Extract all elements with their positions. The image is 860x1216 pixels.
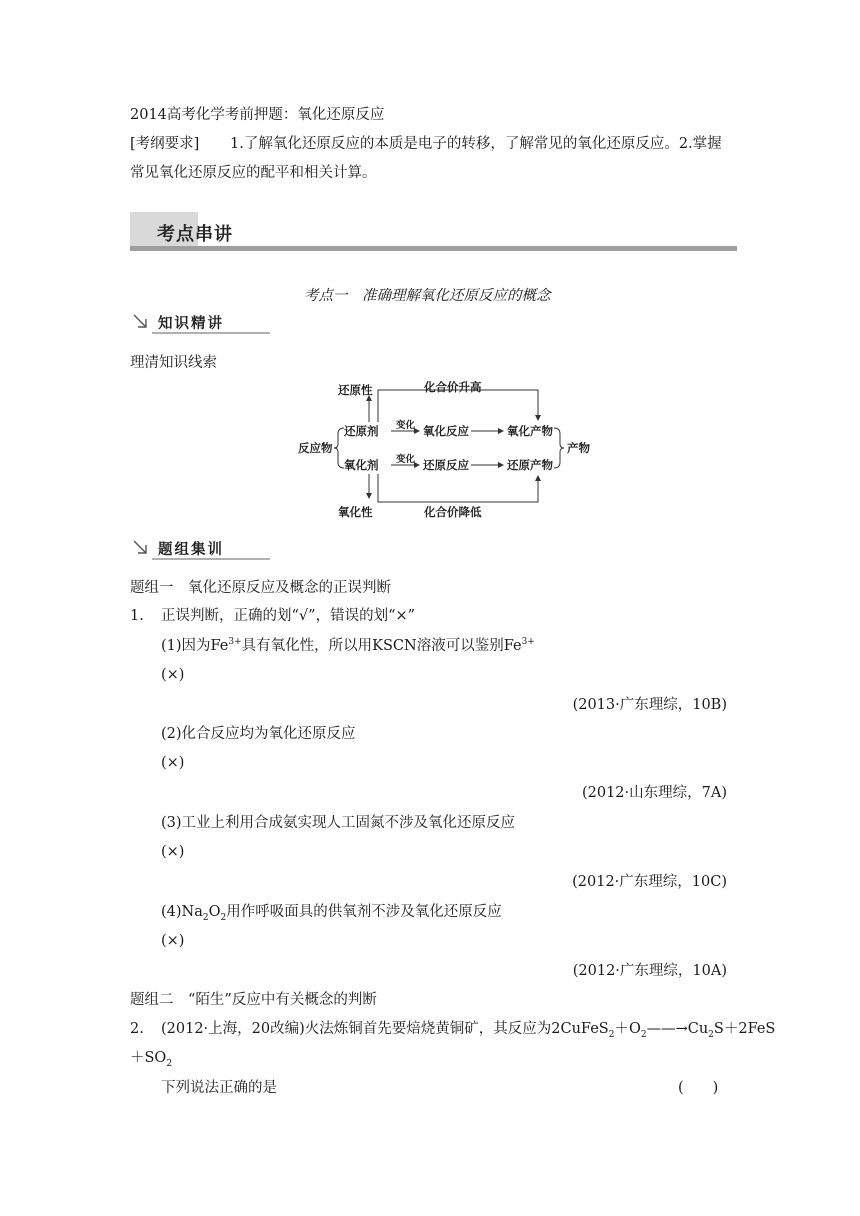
label-oxidizability: 氧化性 <box>338 505 373 519</box>
label-oxidation-product: 氧化产物 <box>507 424 553 438</box>
section-label: 考点串讲 <box>157 224 233 245</box>
item1-text-mid: 具有氧化性，所以用KSCN溶液可以鉴别Fe <box>241 638 522 654</box>
requirement-text-2: 常见氧化还原反应的配平和相关计算。 <box>130 165 377 181</box>
section-banner <box>130 212 737 252</box>
requirement-tag: [考纲要求] <box>130 136 200 152</box>
label-reducibility: 还原性 <box>338 383 373 397</box>
q1-item-3: (3)工业上利用合成氨实现人工固氮不涉及氧化还原反应 <box>161 815 516 831</box>
q2-answer-paren: ( ) <box>678 1080 719 1096</box>
topic-title: 考点一 准确理解氧化还原反应的概念 <box>304 288 551 304</box>
q2-line-1 <box>161 1019 775 1039</box>
document-title: 2014高考化学考前押题：氧化还原反应 <box>130 107 385 123</box>
item4-text-pre: (4)Na <box>161 904 203 920</box>
label-change-2: 变化 <box>396 454 416 465</box>
q1-item-2: (2)化合反应均为氧化还原反应 <box>161 726 356 742</box>
label-oxidizing-agent: 氧化剂 <box>344 458 379 472</box>
label-oxidation-reaction: 氧化反应 <box>423 424 469 438</box>
item4-answer: (×) <box>161 933 185 949</box>
q2-line2-sub: 2 <box>166 1058 173 1069</box>
label-reducing-agent: 还原剂 <box>344 424 379 438</box>
arrow-down-right-icon <box>130 538 152 558</box>
item4-sub2: 2 <box>220 912 227 923</box>
item1-sup2: 3+ <box>521 637 535 648</box>
q2-line1-a: (2012·上海，20改编)火法炼铜首先要焙烧黄铜矿，其反应为2CuFeS <box>161 1021 609 1037</box>
item2-source: (2012·山东理综，7A) <box>581 785 727 801</box>
label-reduction-reaction: 还原反应 <box>423 458 469 472</box>
q2-line1-sub3: 2 <box>708 1029 714 1040</box>
item3-source: (2012·广东理综，10C) <box>572 874 727 890</box>
item1-answer: (×) <box>161 667 185 683</box>
item4-text-post: 用作呼吸面具的供氧剂不涉及氧化还原反应 <box>226 904 502 920</box>
item4-sub1: 2 <box>202 912 209 923</box>
drill-rule <box>152 558 270 560</box>
section-rule <box>130 246 737 251</box>
label-reduction-product: 还原产物 <box>507 458 553 472</box>
q2-line1-sub2: 2 <box>640 1029 647 1040</box>
q1-number: 1. <box>130 608 144 624</box>
label-valence-up: 化合价升高 <box>424 380 482 394</box>
q1-item-1 <box>161 636 535 656</box>
redox-concept-diagram <box>296 378 596 520</box>
group2-title: 题组二 “陌生”反应中有关概念的判断 <box>130 992 377 1008</box>
knowledge-subhead <box>130 310 270 334</box>
item1-source: (2013·广东理综，10B) <box>572 697 727 713</box>
item4-source: (2012·广东理综，10A) <box>572 963 727 979</box>
drill-subhead <box>130 536 270 560</box>
item1-text-pre: (1)因为Fe <box>161 638 229 654</box>
q2-line-3: 下列说法正确的是 <box>161 1080 277 1096</box>
q2-line1-d: S＋2FeS <box>713 1021 776 1037</box>
knowledge-rule <box>152 332 270 334</box>
knowledge-intro: 理清知识线索 <box>130 355 217 371</box>
label-change-1: 变化 <box>396 420 416 431</box>
q2-line1-b: ＋O <box>614 1021 641 1037</box>
requirement-text-1: 1.了解氧化还原反应的本质是电子的转移，了解常见的氧化还原反应。2.掌握 <box>230 136 722 152</box>
q2-line-2 <box>130 1048 172 1068</box>
label-reactants: 反应物 <box>298 441 333 455</box>
item4-text-mid: O <box>208 904 221 920</box>
q2-line2-a: ＋SO <box>130 1050 167 1066</box>
q2-number: 2. <box>130 1021 144 1037</box>
q1-item-4 <box>161 902 502 922</box>
item2-answer: (×) <box>161 755 185 771</box>
label-valence-down: 化合价降低 <box>424 505 482 519</box>
q2-line1-c: ——→Cu <box>646 1021 709 1037</box>
arrow-down-right-icon <box>130 312 152 332</box>
item3-answer: (×) <box>161 844 185 860</box>
q1-prompt: 正误判断，正确的划“√”，错误的划“×” <box>161 608 416 624</box>
drill-heading: 题组集训 <box>158 542 224 558</box>
item1-sup1: 3+ <box>228 637 242 648</box>
label-products: 产物 <box>567 441 590 455</box>
diagram-lines <box>296 378 596 520</box>
group1-title: 题组一 氧化还原反应及概念的正误判断 <box>130 580 391 596</box>
knowledge-heading: 知识精讲 <box>158 316 224 332</box>
q2-line1-sub1: 2 <box>608 1029 615 1040</box>
